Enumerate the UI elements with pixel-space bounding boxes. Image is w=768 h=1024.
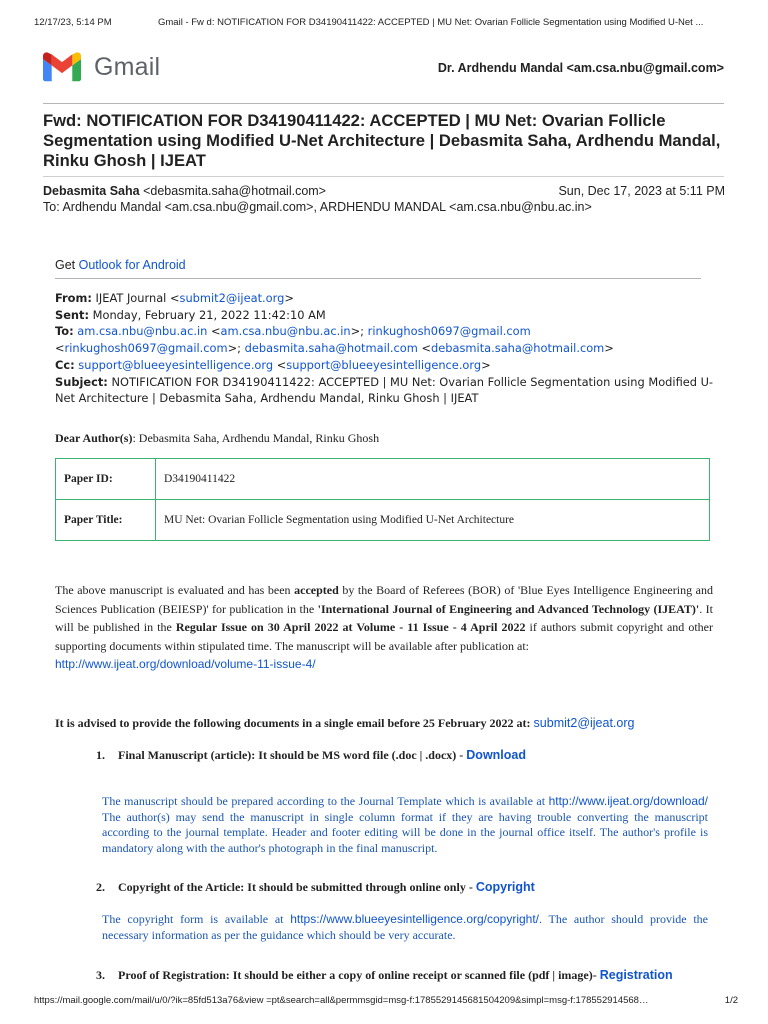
forward-divider xyxy=(55,278,701,279)
para-text: by the Board of Referees (BOR) of 'Blue Eyes Intelligence Engineering and Sciences Publication (BEIESP)' for publication in the xyxy=(55,583,713,616)
item-text: Copyright of the Article: It should be submitted through online only - xyxy=(118,880,476,894)
list-item xyxy=(96,880,535,895)
fwd-to-email-link[interactable]: rinkughosh0697@gmail.com xyxy=(367,324,531,339)
volume-download-link[interactable]: http://www.ijeat.org/download/volume-11-issue-4/ xyxy=(55,657,316,671)
print-page-number: 1/2 xyxy=(724,995,738,1006)
para-text: if authors submit copyright and other supporting documents within stipulated time. The manuscript will be available after publication at: xyxy=(55,620,713,653)
para-bold: 'International Journal of Engineering and Advanced Technology (IJEAT)' xyxy=(317,601,700,616)
note-text: The manuscript should be prepared according to the Journal Template which is available at xyxy=(102,794,549,808)
paper-title-label: Paper Title: xyxy=(56,500,156,541)
item-number: 3. xyxy=(96,968,105,982)
copyright-note xyxy=(102,912,708,943)
fwd-cc-label: Cc: xyxy=(55,357,75,372)
advice-line xyxy=(55,716,634,731)
registration-link[interactable]: Registration xyxy=(599,968,673,982)
fwd-sent-value: Monday, February 21, 2022 11:42:10 AM xyxy=(89,307,326,322)
print-footer-url: https://mail.google.com/mail/u/0/?ik=85fd513a76&view =pt&search=all&permmsgid=msg-f:1785529145681504209&simpl=msg-f:178552914568… xyxy=(34,995,649,1006)
fwd-to-sep: >; xyxy=(350,324,368,339)
acceptance-paragraph xyxy=(55,581,713,674)
outlook-android-link[interactable]: Outlook for Android xyxy=(78,258,186,272)
print-header xyxy=(0,0,768,28)
download-link[interactable]: Download xyxy=(466,748,526,762)
item-number: 2. xyxy=(96,880,105,894)
template-download-link[interactable]: http://www.ijeat.org/download/ xyxy=(548,794,708,808)
fwd-to-email-link[interactable]: rinkughosh0697@gmail.com xyxy=(64,341,228,356)
sender-line xyxy=(43,184,725,198)
fwd-from-email-link[interactable]: submit2@ijeat.org xyxy=(179,291,285,305)
item-text: Final Manuscript (article): It should be MS word file (.doc | .docx) - xyxy=(118,748,467,762)
list-item xyxy=(96,968,673,983)
table-row xyxy=(56,500,710,541)
item-number: 1. xyxy=(96,748,105,762)
fwd-to-email-link[interactable]: debasmita.saha@hotmail.com xyxy=(431,341,605,356)
paper-id-value: D34190411422 xyxy=(156,459,710,500)
advice-email-link[interactable]: submit2@ijeat.org xyxy=(533,716,635,730)
account-label: Dr. Ardhendu Mandal <am.csa.nbu@gmail.com> xyxy=(437,61,724,75)
para-bold: Regular Issue on 30 April 2022 at Volume - 11 Issue - 4 April 2022 xyxy=(175,620,526,634)
fwd-from-close: > xyxy=(284,291,294,305)
fwd-cc-email-link[interactable]: support@blueeyesintelligence.org xyxy=(286,357,482,372)
fwd-to-sep: < xyxy=(207,324,221,339)
fwd-from-name: IJEAT Journal < xyxy=(91,291,180,305)
email-date: Sun, Dec 17, 2023 at 5:11 PM xyxy=(558,184,725,198)
fwd-to-sep: < xyxy=(417,341,432,356)
fwd-from-row xyxy=(55,290,715,307)
list-item xyxy=(96,748,526,763)
sender-name: Debasmita Saha xyxy=(43,184,140,198)
fwd-subject-label: Subject: xyxy=(55,374,108,389)
fwd-to-email-link[interactable]: am.csa.nbu@nbu.ac.in xyxy=(77,324,208,339)
paper-title-value: MU Net: Ovarian Follicle Segmentation using Modified U-Net Architecture xyxy=(156,500,710,541)
advice-text: It is advised to provide the following documents in a single email before 25 February 2022 at: xyxy=(55,716,534,730)
subject-divider xyxy=(43,176,724,177)
fwd-sent-label: Sent: xyxy=(55,307,90,322)
signature-line xyxy=(55,258,186,272)
para-text: . It will be published in the xyxy=(55,601,713,634)
fwd-subject-value: NOTIFICATION FOR D34190411422: ACCEPTED | MU Net: Ovarian Follicle Segmentation using Modified U-Net Architecture | Debasmita Saha, Ardhendu Mandal, Rinku Ghosh | IJEAT xyxy=(55,374,714,406)
copyright-form-link[interactable]: https://www.blueeyesintelligence.org/copyright/ xyxy=(290,912,540,926)
forwarded-header xyxy=(55,290,715,407)
fwd-to-label: To: xyxy=(55,324,74,339)
sender-email: <debasmita.saha@hotmail.com> xyxy=(143,184,326,198)
salutation xyxy=(55,431,379,446)
fwd-cc-sep: > xyxy=(481,357,491,372)
item-text: Proof of Registration: It should be either a copy of online receipt or scanned file (pdf | image)- xyxy=(118,968,600,982)
fwd-subject-row xyxy=(55,374,715,407)
salutation-names: : Debasmita Saha, Ardhendu Mandal, Rinku Ghosh xyxy=(132,431,380,445)
note-text: The copyright form is available at xyxy=(102,912,291,926)
fwd-cc-email-link[interactable]: support@blueeyesintelligence.org xyxy=(78,357,274,372)
fwd-sent-row xyxy=(55,307,715,324)
para-bold: accepted xyxy=(294,583,339,597)
copyright-link[interactable]: Copyright xyxy=(475,880,535,894)
table-row xyxy=(56,459,710,500)
fwd-to-sep: > xyxy=(604,341,614,356)
para-text: The above manuscript is evaluated and has been xyxy=(55,583,295,597)
salutation-label: Dear Author(s) xyxy=(55,431,133,445)
fwd-from-label: From: xyxy=(55,291,92,305)
paper-info-table xyxy=(55,458,710,541)
fwd-to-sep: >; xyxy=(227,341,245,356)
gmail-wordmark: Gmail xyxy=(94,52,161,81)
note-text: . The author should provide the necessary information as per the guidance which should be very accurate. xyxy=(102,912,708,942)
fwd-to-email-link[interactable]: am.csa.nbu@nbu.ac.in xyxy=(220,324,351,339)
fwd-to-email-link[interactable]: debasmita.saha@hotmail.com xyxy=(244,341,418,356)
recipients-line: To: Ardhendu Mandal <am.csa.nbu@gmail.com>, ARDHENDU MANDAL <am.csa.nbu@nbu.ac.in> xyxy=(43,200,592,214)
email-subject: Fwd: NOTIFICATION FOR D34190411422: ACCEPTED | MU Net: Ovarian Follicle Segmentation using Modified U-Net Architecture | Debasmita Saha, Ardhendu Mandal, Rinku Ghosh | IJEAT xyxy=(43,111,721,170)
paper-id-label: Paper ID: xyxy=(56,459,156,500)
signature-prefix: Get xyxy=(55,258,79,272)
fwd-cc-sep: < xyxy=(273,357,287,372)
fwd-to-sep: < xyxy=(55,341,65,356)
fwd-cc-row xyxy=(55,357,715,374)
print-timestamp: 12/17/23, 5:14 PM xyxy=(34,17,112,28)
header-divider xyxy=(43,103,724,104)
print-page-title: Gmail - Fw d: NOTIFICATION FOR D34190411422: ACCEPTED | MU Net: Ovarian Follicle Segmentation using Modified U-Net ... xyxy=(158,17,704,28)
manuscript-note xyxy=(102,794,708,856)
gmail-brand[interactable] xyxy=(43,52,160,82)
note-text: The author(s) may send the manuscript in single column format if they are having trouble converting the manuscript according to the journal template. Header and footer editing will be done in the journal office itself. The author's profile is mandatory along with the author's photograph in the final manuscript. xyxy=(102,809,708,855)
gmail-logo-icon xyxy=(43,52,81,82)
fwd-to-row xyxy=(55,323,715,356)
